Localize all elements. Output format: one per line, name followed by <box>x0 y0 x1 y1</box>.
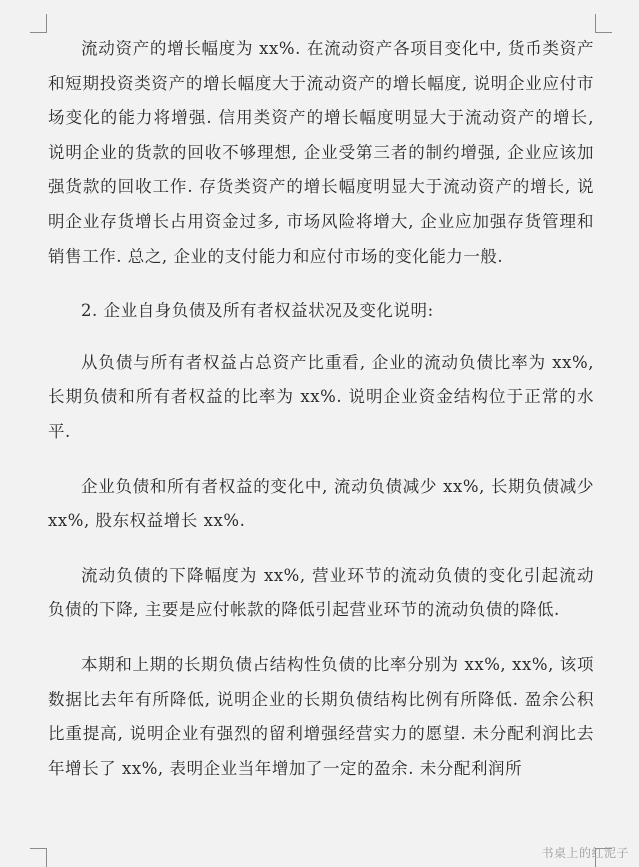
watermark: 书桌上的红泥子 <box>541 846 629 860</box>
crop-mark-top-left <box>30 14 47 33</box>
paragraph-liability-change: 企业负债和所有者权益的变化中, 流动负债减少 xx%, 长期负债减少 xx%, 股东权益增长 xx%. <box>48 476 594 531</box>
paragraph-current-assets-growth: 流动资产的增长幅度为 xx%. 在流动资产各项目变化中, 货币类资产和短期投资类资产的增长幅度大于流动资产的增长幅度, 说明企业应付市场变化的能力将增强. 信用类资产的增长幅度明显大于流动资产的增长, 说明企业的货款的回收不够理想, 企业受第三者的制约增强, 企业应该加强货款的回收工作. 存货类资产的增长幅度明显大于流动资产的增长, 说明企业存货增长占用资金过多, 市场风险将增大, 企业应加强存货管理和销售工作. 总之, 企业的支付能力和应付市场的变化能力一般. <box>48 39 594 266</box>
crop-mark-top-right <box>595 14 612 33</box>
crop-mark-bottom-left <box>30 848 47 867</box>
document-body[interactable] <box>48 32 594 806</box>
section-heading-liabilities-equity: 2. 企业自身负债及所有者权益状况及变化说明: <box>81 301 434 321</box>
paragraph-current-liability-decline: 流动负债的下降幅度为 xx%, 营业环节的流动负债的变化引起流动负债的下降, 主要是应付帐款的降低引起营业环节的流动负债的降低. <box>48 565 594 620</box>
paragraph-liability-ratio: 从负债与所有者权益占总资产比重看, 企业的流动负债比率为 xx%, 长期负债和所有者权益的比率为 xx%. 说明企业资金结构位于正常的水平. <box>48 352 594 441</box>
paragraph-long-term-liability: 本期和上期的长期负债占结构性负债的比率分别为 xx%, xx%, 该项数据比去年有所降低, 说明企业的长期负债结构比例有所降低. 盈余公积比重提高, 说明企业有强烈的留利增强经营实力的愿望. 未分配利润比去年增长了 xx%, 表明企业当年增加了一定的盈余. 未分配利润所 <box>48 654 594 778</box>
